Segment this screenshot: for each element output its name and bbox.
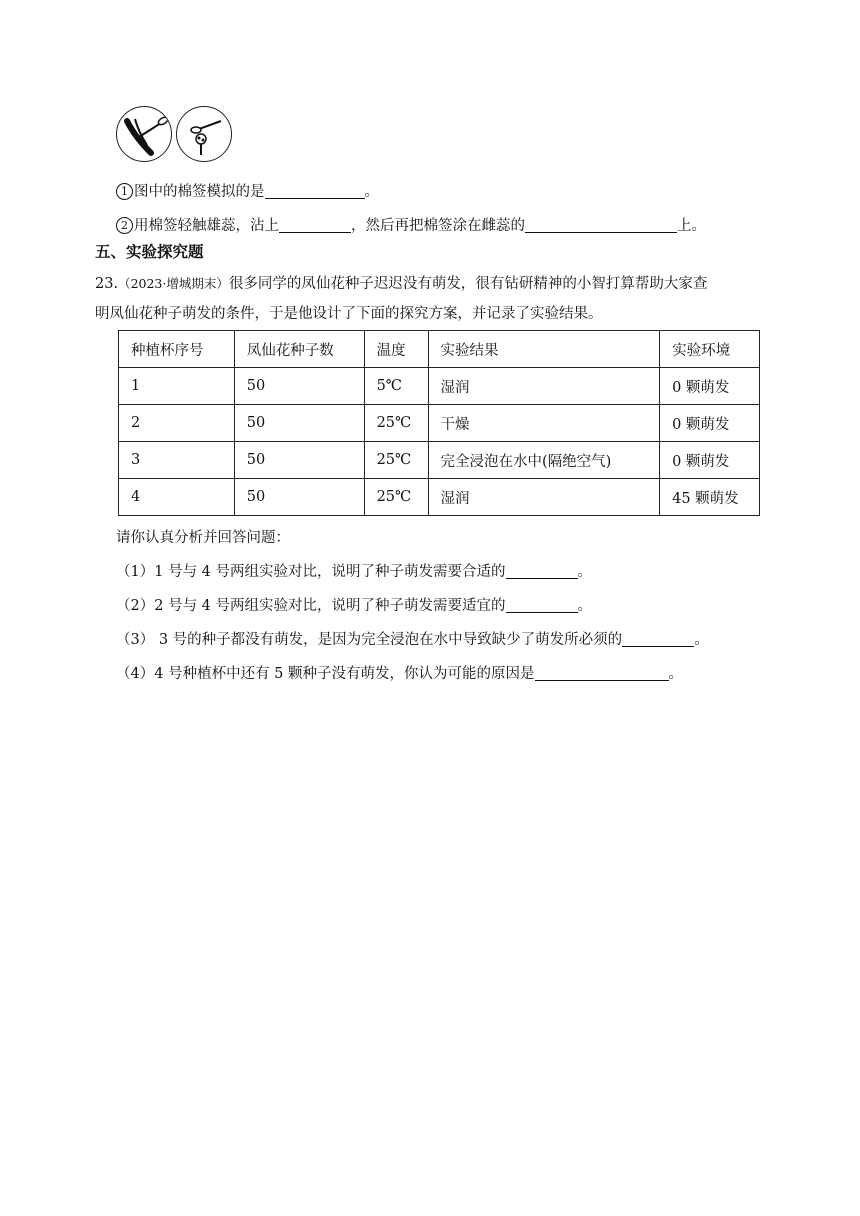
table-cell: 4 [119, 479, 235, 516]
cotton-swab-image-right [176, 106, 232, 162]
table-cell: 25℃ [364, 405, 428, 442]
answer-blank[interactable] [525, 218, 677, 234]
table-header-cell: 种植杯序号 [119, 331, 235, 368]
table-row [119, 479, 760, 516]
q23-sub-question-4: （4）4 号种植杯中还有 5 颗种子没有萌发，你认为可能的原因是 。 [116, 666, 684, 682]
table-cell: 3 [119, 442, 235, 479]
table-cell: 50 [234, 405, 364, 442]
table-cell: 45 颗萌发 [660, 479, 760, 516]
table-cell: 50 [234, 442, 364, 479]
q23-intro-line-1: 23.（2023·增城期末）很多同学的凤仙花种子迟迟没有萌发，很有钻研精神的小智打算帮助大家查 [95, 276, 708, 292]
q22-item-2: 2 用棉签轻触雄蕊，沾上 ，然后再把棉签涂在雌蕊的 上。 [116, 214, 706, 235]
table-cell: 2 [119, 405, 235, 442]
circled-number: 1 [116, 183, 133, 200]
table-cell: 干燥 [428, 405, 660, 442]
table-cell: 0 颗萌发 [660, 405, 760, 442]
question-source: （2023·增城期末） [118, 276, 229, 291]
q23-sub-question-3: （3） 3 号的种子都没有萌发，是因为完全浸泡在水中导致缺少了萌发所必须的 。 [116, 632, 709, 648]
table-row [119, 442, 760, 479]
cotton-swab-image-left [116, 106, 172, 162]
table-header-row [119, 331, 760, 368]
table-cell: 50 [234, 479, 364, 516]
table-row [119, 405, 760, 442]
q23-intro-line-2: 明凤仙花种子萌发的条件，于是他设计了下面的探究方案，并记录了实验结果。 [95, 306, 603, 322]
experiment-table [118, 330, 760, 516]
table-cell: 25℃ [364, 442, 428, 479]
table-cell: 1 [119, 368, 235, 405]
answer-blank[interactable] [506, 564, 578, 580]
table-cell: 湿润 [428, 479, 660, 516]
answer-blank[interactable] [535, 666, 669, 682]
table-cell: 50 [234, 368, 364, 405]
q23-prompt: 请你认真分析并回答问题： [116, 530, 290, 546]
answer-blank[interactable] [622, 632, 694, 648]
table-cell: 湿润 [428, 368, 660, 405]
cotton-swab-figure [116, 106, 232, 162]
table-header-cell: 温度 [364, 331, 428, 368]
table-cell: 0 颗萌发 [660, 442, 760, 479]
table-header-cell: 实验环境 [660, 331, 760, 368]
table-header-cell: 凤仙花种子数 [234, 331, 364, 368]
answer-blank[interactable] [279, 218, 351, 234]
answer-blank[interactable] [506, 598, 578, 614]
q23-sub-question-1: （1）1 号与 4 号两组实验对比，说明了种子萌发需要合适的 。 [116, 564, 593, 580]
table-cell: 0 颗萌发 [660, 368, 760, 405]
table-cell: 完全浸泡在水中(隔绝空气) [428, 442, 660, 479]
table-cell: 25℃ [364, 479, 428, 516]
answer-blank[interactable] [265, 184, 365, 200]
table-cell: 5℃ [364, 368, 428, 405]
table-row [119, 368, 760, 405]
q22-item-1: 1 图中的棉签模拟的是 。 [116, 180, 379, 201]
table-header-cell: 实验结果 [428, 331, 660, 368]
q23-sub-question-2: （2）2 号与 4 号两组实验对比，说明了种子萌发需要适宜的 。 [116, 598, 593, 614]
circled-number: 2 [116, 217, 133, 234]
question-number: 23. [95, 276, 119, 292]
section-title: 五、实验探究题 [95, 243, 204, 261]
